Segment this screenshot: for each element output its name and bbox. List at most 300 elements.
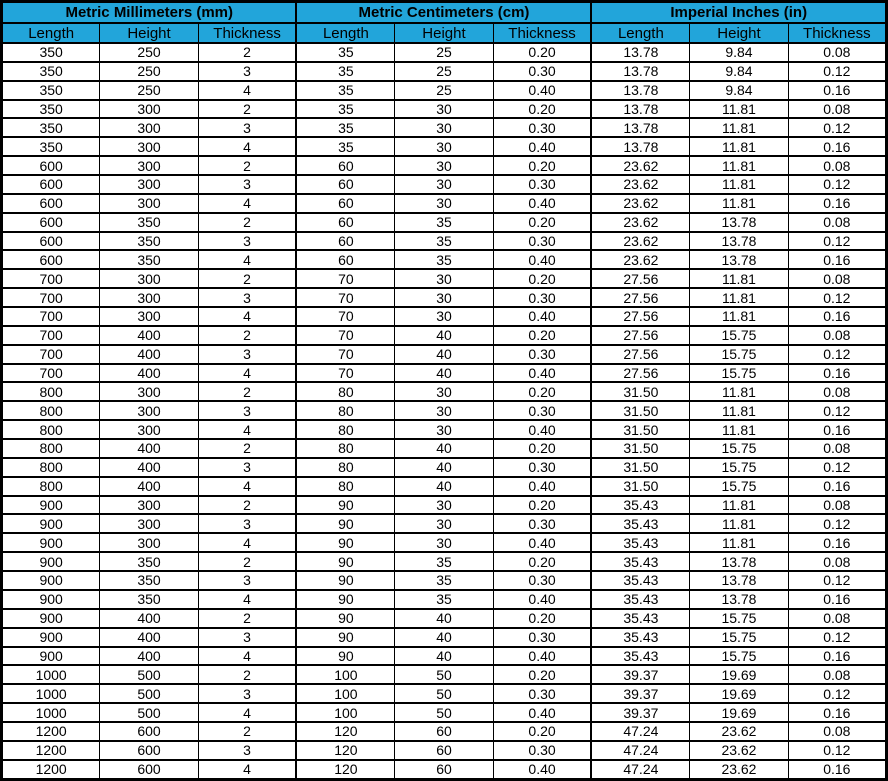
cell-r1-c4: 35 [296,43,394,62]
cell-r37-c4: 120 [296,722,394,741]
cell-r3-c8: 9.84 [690,81,788,100]
cell-r27-c1: 900 [2,533,100,552]
cell-r15-c5: 30 [395,307,493,326]
column-header-height-mm: Height [100,23,198,43]
cell-r26-c4: 90 [296,514,394,533]
cell-r20-c5: 30 [395,401,493,420]
cell-r28-c7: 35.43 [591,552,689,571]
table-row [2,307,887,326]
cell-r32-c8: 15.75 [690,628,788,647]
cell-r25-c1: 900 [2,496,100,515]
cell-r3-c1: 350 [2,81,100,100]
cell-r23-c3: 3 [198,458,296,477]
cell-r30-c1: 900 [2,590,100,609]
cell-r27-c9: 0.16 [788,533,886,552]
cell-r34-c9: 0.08 [788,665,886,684]
cell-r14-c2: 300 [100,288,198,307]
cell-r27-c4: 90 [296,533,394,552]
cell-r16-c5: 40 [395,326,493,345]
cell-r33-c5: 40 [395,647,493,666]
cell-r35-c1: 1000 [2,684,100,703]
cell-r16-c8: 15.75 [690,326,788,345]
cell-r13-c7: 27.56 [591,269,689,288]
cell-r19-c7: 31.50 [591,382,689,401]
cell-r21-c2: 300 [100,420,198,439]
cell-r16-c3: 2 [198,326,296,345]
cell-r39-c5: 60 [395,760,493,780]
cell-r17-c3: 3 [198,345,296,364]
cell-r2-c6: 0.30 [493,62,591,81]
cell-r5-c8: 11.81 [690,118,788,137]
cell-r12-c6: 0.40 [493,250,591,269]
cell-r27-c5: 30 [395,533,493,552]
cell-r5-c9: 0.12 [788,118,886,137]
cell-r6-c9: 0.16 [788,137,886,156]
cell-r8-c1: 600 [2,175,100,194]
cell-r16-c9: 0.08 [788,326,886,345]
cell-r5-c1: 350 [2,118,100,137]
cell-r11-c8: 13.78 [690,232,788,251]
cell-r10-c9: 0.08 [788,213,886,232]
cell-r21-c4: 80 [296,420,394,439]
cell-r24-c2: 400 [100,477,198,496]
cell-r29-c7: 35.43 [591,571,689,590]
cell-r23-c2: 400 [100,458,198,477]
table-row [2,194,887,213]
cell-r17-c2: 400 [100,345,198,364]
cell-r26-c3: 3 [198,514,296,533]
cell-r15-c6: 0.40 [493,307,591,326]
column-header-height-cm: Height [395,23,493,43]
cell-r7-c5: 30 [395,156,493,175]
cell-r3-c6: 0.40 [493,81,591,100]
cell-r1-c1: 350 [2,43,100,62]
cell-r36-c9: 0.16 [788,703,886,722]
cell-r37-c1: 1200 [2,722,100,741]
cell-r4-c4: 35 [296,100,394,119]
table-row [2,552,887,571]
cell-r24-c1: 800 [2,477,100,496]
cell-r13-c4: 70 [296,269,394,288]
table-row [2,62,887,81]
cell-r36-c8: 19.69 [690,703,788,722]
cell-r35-c3: 3 [198,684,296,703]
cell-r20-c2: 300 [100,401,198,420]
cell-r10-c6: 0.20 [493,213,591,232]
cell-r20-c8: 11.81 [690,401,788,420]
cell-r34-c6: 0.20 [493,665,591,684]
cell-r16-c1: 700 [2,326,100,345]
cell-r28-c6: 0.20 [493,552,591,571]
cell-r27-c2: 300 [100,533,198,552]
cell-r14-c7: 27.56 [591,288,689,307]
cell-r4-c1: 350 [2,100,100,119]
cell-r20-c9: 0.12 [788,401,886,420]
cell-r15-c9: 0.16 [788,307,886,326]
cell-r24-c7: 31.50 [591,477,689,496]
cell-r23-c8: 15.75 [690,458,788,477]
cell-r35-c8: 19.69 [690,684,788,703]
cell-r29-c8: 13.78 [690,571,788,590]
cell-r17-c9: 0.12 [788,345,886,364]
cell-r2-c1: 350 [2,62,100,81]
column-header-height-in: Height [690,23,788,43]
cell-r7-c2: 300 [100,156,198,175]
cell-r33-c7: 35.43 [591,647,689,666]
table-row [2,326,887,345]
cell-r33-c4: 90 [296,647,394,666]
cell-r12-c8: 13.78 [690,250,788,269]
cell-r32-c5: 40 [395,628,493,647]
table-row [2,760,887,780]
cell-r22-c3: 2 [198,439,296,458]
cell-r8-c3: 3 [198,175,296,194]
cell-r23-c7: 31.50 [591,458,689,477]
cell-r4-c9: 0.08 [788,100,886,119]
cell-r28-c3: 2 [198,552,296,571]
cell-r30-c6: 0.40 [493,590,591,609]
cell-r5-c7: 13.78 [591,118,689,137]
column-header-length-cm: Length [296,23,394,43]
cell-r23-c5: 40 [395,458,493,477]
cell-r37-c2: 600 [100,722,198,741]
cell-r9-c1: 600 [2,194,100,213]
cell-r13-c6: 0.20 [493,269,591,288]
cell-r28-c8: 13.78 [690,552,788,571]
cell-r8-c8: 11.81 [690,175,788,194]
table-row [2,703,887,722]
table-row [2,590,887,609]
cell-r20-c4: 80 [296,401,394,420]
cell-r29-c3: 3 [198,571,296,590]
cell-r17-c8: 15.75 [690,345,788,364]
table-row [2,345,887,364]
cell-r4-c6: 0.20 [493,100,591,119]
cell-r6-c5: 30 [395,137,493,156]
cell-r28-c5: 35 [395,552,493,571]
cell-r25-c6: 0.20 [493,496,591,515]
cell-r6-c6: 0.40 [493,137,591,156]
cell-r13-c8: 11.81 [690,269,788,288]
cell-r34-c2: 500 [100,665,198,684]
cell-r17-c6: 0.30 [493,345,591,364]
table-row [2,81,887,100]
cell-r7-c1: 600 [2,156,100,175]
cell-r31-c2: 400 [100,609,198,628]
cell-r26-c7: 35.43 [591,514,689,533]
cell-r21-c8: 11.81 [690,420,788,439]
cell-r34-c8: 19.69 [690,665,788,684]
cell-r6-c3: 4 [198,137,296,156]
cell-r22-c1: 800 [2,439,100,458]
cell-r12-c5: 35 [395,250,493,269]
cell-r2-c7: 13.78 [591,62,689,81]
cell-r8-c6: 0.30 [493,175,591,194]
cell-r2-c8: 9.84 [690,62,788,81]
cell-r23-c6: 0.30 [493,458,591,477]
cell-r33-c6: 0.40 [493,647,591,666]
cell-r17-c5: 40 [395,345,493,364]
cell-r7-c3: 2 [198,156,296,175]
cell-r6-c7: 13.78 [591,137,689,156]
cell-r11-c5: 35 [395,232,493,251]
cell-r7-c8: 11.81 [690,156,788,175]
table-row [2,647,887,666]
cell-r15-c7: 27.56 [591,307,689,326]
cell-r18-c9: 0.16 [788,364,886,383]
cell-r29-c1: 900 [2,571,100,590]
cell-r34-c3: 2 [198,665,296,684]
column-header-length-mm: Length [2,23,100,43]
table-row [2,477,887,496]
cell-r37-c8: 23.62 [690,722,788,741]
cell-r5-c6: 0.30 [493,118,591,137]
cell-r38-c5: 60 [395,741,493,760]
column-header-thickness-mm: Thickness [198,23,296,43]
cell-r4-c5: 30 [395,100,493,119]
cell-r2-c9: 0.12 [788,62,886,81]
cell-r10-c8: 13.78 [690,213,788,232]
table-row [2,288,887,307]
cell-r19-c3: 2 [198,382,296,401]
table-row [2,213,887,232]
cell-r31-c7: 35.43 [591,609,689,628]
table-body [2,43,887,780]
cell-r14-c1: 700 [2,288,100,307]
cell-r12-c1: 600 [2,250,100,269]
cell-r1-c9: 0.08 [788,43,886,62]
cell-r19-c6: 0.20 [493,382,591,401]
cell-r37-c3: 2 [198,722,296,741]
cell-r24-c9: 0.16 [788,477,886,496]
cell-r29-c6: 0.30 [493,571,591,590]
cell-r3-c5: 25 [395,81,493,100]
cell-r12-c9: 0.16 [788,250,886,269]
cell-r33-c1: 900 [2,647,100,666]
cell-r9-c5: 30 [395,194,493,213]
table-row [2,684,887,703]
table-row [2,382,887,401]
cell-r13-c3: 2 [198,269,296,288]
cell-r35-c4: 100 [296,684,394,703]
cell-r35-c7: 39.37 [591,684,689,703]
cell-r9-c8: 11.81 [690,194,788,213]
cell-r12-c2: 350 [100,250,198,269]
cell-r18-c5: 40 [395,364,493,383]
cell-r16-c2: 400 [100,326,198,345]
table-row [2,722,887,741]
cell-r32-c1: 900 [2,628,100,647]
cell-r30-c2: 350 [100,590,198,609]
cell-r31-c9: 0.08 [788,609,886,628]
cell-r28-c2: 350 [100,552,198,571]
cell-r28-c9: 0.08 [788,552,886,571]
cell-r33-c3: 4 [198,647,296,666]
cell-r6-c4: 35 [296,137,394,156]
table-row [2,514,887,533]
cell-r2-c3: 3 [198,62,296,81]
cell-r9-c2: 300 [100,194,198,213]
cell-r4-c8: 11.81 [690,100,788,119]
cell-r12-c4: 60 [296,250,394,269]
cell-r4-c7: 13.78 [591,100,689,119]
table-row [2,420,887,439]
cell-r35-c6: 0.30 [493,684,591,703]
cell-r15-c2: 300 [100,307,198,326]
cell-r35-c9: 0.12 [788,684,886,703]
cell-r38-c3: 3 [198,741,296,760]
cell-r39-c9: 0.16 [788,760,886,780]
cell-r30-c9: 0.16 [788,590,886,609]
cell-r20-c7: 31.50 [591,401,689,420]
cell-r10-c3: 2 [198,213,296,232]
cell-r34-c7: 39.37 [591,665,689,684]
cell-r23-c4: 80 [296,458,394,477]
cell-r14-c3: 3 [198,288,296,307]
cell-r17-c4: 70 [296,345,394,364]
cell-r36-c3: 4 [198,703,296,722]
cell-r20-c1: 800 [2,401,100,420]
table-row [2,232,887,251]
cell-r18-c8: 15.75 [690,364,788,383]
cell-r38-c9: 0.12 [788,741,886,760]
cell-r31-c5: 40 [395,609,493,628]
cell-r3-c3: 4 [198,81,296,100]
cell-r12-c3: 4 [198,250,296,269]
cell-r27-c3: 4 [198,533,296,552]
cell-r11-c7: 23.62 [591,232,689,251]
cell-r23-c1: 800 [2,458,100,477]
cell-r30-c8: 13.78 [690,590,788,609]
cell-r1-c7: 13.78 [591,43,689,62]
cell-r14-c9: 0.12 [788,288,886,307]
cell-r27-c6: 0.40 [493,533,591,552]
cell-r15-c1: 700 [2,307,100,326]
cell-r39-c4: 120 [296,760,394,780]
cell-r28-c1: 900 [2,552,100,571]
cell-r25-c9: 0.08 [788,496,886,515]
table-row [2,741,887,760]
cell-r38-c4: 120 [296,741,394,760]
cell-r8-c5: 30 [395,175,493,194]
cell-r27-c8: 11.81 [690,533,788,552]
cell-r3-c4: 35 [296,81,394,100]
cell-r37-c5: 60 [395,722,493,741]
cell-r36-c4: 100 [296,703,394,722]
group-header-row [2,2,887,24]
table-row [2,269,887,288]
cell-r5-c4: 35 [296,118,394,137]
cell-r36-c2: 500 [100,703,198,722]
cell-r38-c6: 0.30 [493,741,591,760]
cell-r13-c2: 300 [100,269,198,288]
cell-r29-c4: 90 [296,571,394,590]
cell-r32-c7: 35.43 [591,628,689,647]
cell-r1-c6: 0.20 [493,43,591,62]
cell-r8-c4: 60 [296,175,394,194]
cell-r26-c6: 0.30 [493,514,591,533]
cell-r27-c7: 35.43 [591,533,689,552]
cell-r15-c4: 70 [296,307,394,326]
cell-r11-c6: 0.30 [493,232,591,251]
cell-r37-c7: 47.24 [591,722,689,741]
cell-r32-c9: 0.12 [788,628,886,647]
cell-r21-c1: 800 [2,420,100,439]
cell-r25-c8: 11.81 [690,496,788,515]
cell-r31-c4: 90 [296,609,394,628]
column-header-length-in: Length [591,23,689,43]
cell-r33-c9: 0.16 [788,647,886,666]
cell-r2-c5: 25 [395,62,493,81]
cell-r13-c5: 30 [395,269,493,288]
cell-r36-c6: 0.40 [493,703,591,722]
cell-r26-c1: 900 [2,514,100,533]
cell-r17-c1: 700 [2,345,100,364]
cell-r31-c6: 0.20 [493,609,591,628]
cell-r14-c6: 0.30 [493,288,591,307]
table-row [2,156,887,175]
table-row [2,458,887,477]
cell-r4-c3: 2 [198,100,296,119]
cell-r14-c5: 30 [395,288,493,307]
cell-r15-c8: 11.81 [690,307,788,326]
cell-r2-c2: 250 [100,62,198,81]
cell-r32-c2: 400 [100,628,198,647]
cell-r30-c4: 90 [296,590,394,609]
cell-r22-c2: 400 [100,439,198,458]
column-header-thickness-cm: Thickness [493,23,591,43]
cell-r19-c2: 300 [100,382,198,401]
cell-r33-c2: 400 [100,647,198,666]
cell-r39-c2: 600 [100,760,198,780]
table-header [2,2,887,44]
column-header-thickness-in: Thickness [788,23,886,43]
cell-r30-c5: 35 [395,590,493,609]
group-header-mm: Metric Millimeters (mm) [2,2,297,24]
cell-r22-c5: 40 [395,439,493,458]
cell-r5-c5: 30 [395,118,493,137]
cell-r26-c8: 11.81 [690,514,788,533]
cell-r5-c2: 300 [100,118,198,137]
cell-r8-c7: 23.62 [591,175,689,194]
cell-r26-c2: 300 [100,514,198,533]
cell-r2-c4: 35 [296,62,394,81]
cell-r25-c2: 300 [100,496,198,515]
cell-r18-c1: 700 [2,364,100,383]
cell-r10-c1: 600 [2,213,100,232]
cell-r34-c5: 50 [395,665,493,684]
cell-r21-c9: 0.16 [788,420,886,439]
cell-r18-c4: 70 [296,364,394,383]
cell-r24-c3: 4 [198,477,296,496]
cell-r1-c2: 250 [100,43,198,62]
cell-r10-c4: 60 [296,213,394,232]
cell-r25-c3: 2 [198,496,296,515]
group-header-cm: Metric Centimeters (cm) [296,2,591,24]
table-row [2,100,887,119]
cell-r38-c1: 1200 [2,741,100,760]
cell-r38-c8: 23.62 [690,741,788,760]
cell-r9-c3: 4 [198,194,296,213]
cell-r9-c9: 0.16 [788,194,886,213]
cell-r26-c9: 0.12 [788,514,886,533]
cell-r6-c2: 300 [100,137,198,156]
table-row [2,533,887,552]
cell-r22-c8: 15.75 [690,439,788,458]
cell-r22-c6: 0.20 [493,439,591,458]
cell-r14-c8: 11.81 [690,288,788,307]
cell-r19-c1: 800 [2,382,100,401]
